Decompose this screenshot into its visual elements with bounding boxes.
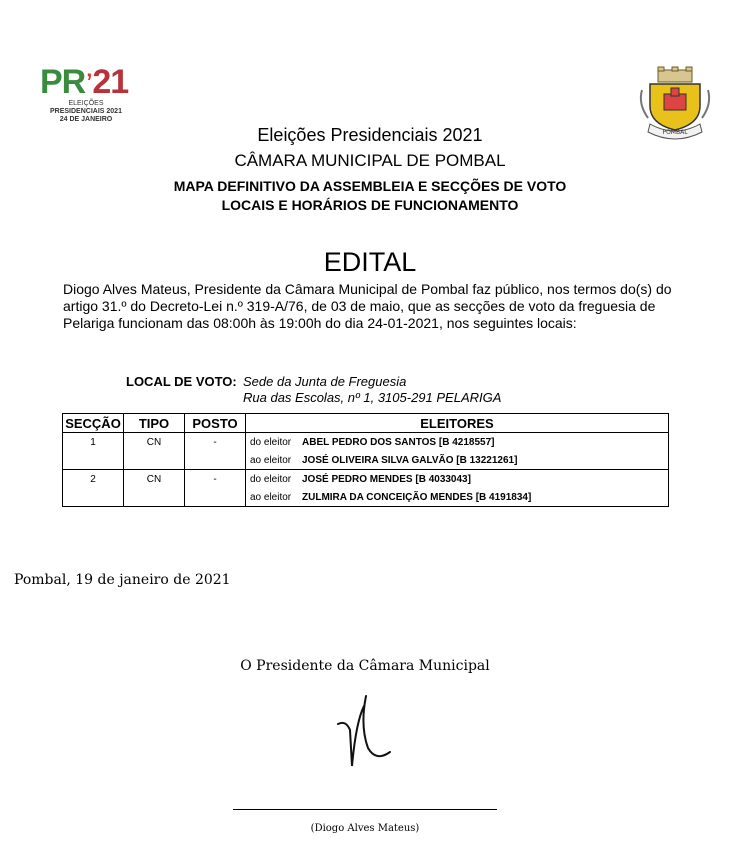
eleitor-prefix: do eleitor — [250, 473, 292, 485]
place-date: Pombal, 19 de janeiro de 2021 — [14, 572, 231, 588]
eleitor-name: ZULMIRA DA CONCEIÇÃO MENDES [B 4191834] — [302, 491, 532, 503]
intro-paragraph: Diogo Alves Mateus, Presidente da Câmara Municipal de Pombal faz público, nos termos do(s) do artigo 31.º do Decreto-Lei n.º 319-A/76, de 03 de maio, que as secções de voto da freguesia de Pelariga funcionam das 08:00h às 19:00h do dia 24-01-2021, nos seguintes locais: — [63, 281, 672, 331]
cell-seccao: 1 — [63, 433, 124, 452]
local-address: Rua das Escolas, nº 1, 3105-291 PELARIGA — [243, 390, 502, 405]
eleitor-name: JOSÉ OLIVEIRA SILVA GALVÃO [B 13221261] — [302, 454, 518, 466]
logo-caption — [40, 100, 132, 124]
cell-eleitor-from — [246, 433, 669, 452]
logo-caption-line1: ELEIÇÕES — [68, 100, 104, 107]
cell-eleitor-from — [246, 470, 669, 489]
signatory-name: (Diogo Alves Mateus) — [310, 823, 420, 834]
eleitor-prefix: ao eleitor — [250, 491, 292, 503]
subtitle-line-2: LOCAIS E HORÁRIOS DE FUNCIONAMENTO — [221, 197, 519, 213]
table-row — [63, 451, 669, 470]
eleitor-name: JOSÉ PEDRO MENDES [B 4033043] — [302, 473, 471, 485]
logo-caption-line3: 24 DE JANEIRO — [59, 116, 113, 123]
handwritten-signature — [328, 690, 398, 772]
mural-crown — [658, 67, 692, 82]
eleitor-prefix: ao eleitor — [250, 454, 292, 466]
banner-text: POMBAL — [662, 129, 688, 136]
table-row — [63, 433, 669, 452]
subtitle-line-1: MAPA DEFINITIVO DA ASSEMBLEIA E SECÇÕES DE VOTO — [173, 178, 567, 194]
cell-eleitor-to — [246, 451, 669, 470]
header-seccao: SECÇÃO — [63, 414, 124, 433]
cell-posto: - — [185, 470, 246, 489]
header-tipo: TIPO — [124, 414, 185, 433]
president-role: O Presidente da Câmara Municipal — [240, 658, 490, 674]
eleitor-prefix: do eleitor — [250, 436, 292, 448]
table-row — [63, 470, 669, 489]
election-title: Eleições Presidenciais 2021 — [257, 125, 483, 145]
table-header-row — [63, 414, 669, 433]
header-eleitores: ELEITORES — [246, 414, 669, 433]
logo-pr: PR — [40, 63, 86, 101]
local-label: LOCAL DE VOTO: — [126, 374, 237, 389]
logo-caption-line2: PRESIDENCIAIS 2021 — [50, 108, 122, 115]
cell-seccao: 2 — [63, 470, 124, 489]
logo-number: 21 — [92, 63, 129, 101]
cell-eleitor-to — [246, 488, 669, 507]
cell-posto: - — [185, 433, 246, 452]
cell-tipo: CN — [124, 433, 185, 452]
pr21-logo — [40, 64, 140, 124]
local-name: Sede da Junta de Freguesia — [243, 374, 407, 389]
eleitor-name: ABEL PEDRO DOS SANTOS [B 4218557] — [302, 436, 495, 448]
table-row — [63, 488, 669, 507]
logo-mark — [40, 64, 140, 100]
sections-table — [62, 413, 669, 507]
cell-tipo: CN — [124, 470, 185, 489]
signature-line — [233, 809, 497, 810]
municipality-name: CÂMARA MUNICIPAL DE POMBAL — [234, 151, 506, 170]
logo-tick: ’ — [86, 69, 92, 94]
header-posto: POSTO — [185, 414, 246, 433]
edital-title: EDITAL — [323, 247, 417, 277]
